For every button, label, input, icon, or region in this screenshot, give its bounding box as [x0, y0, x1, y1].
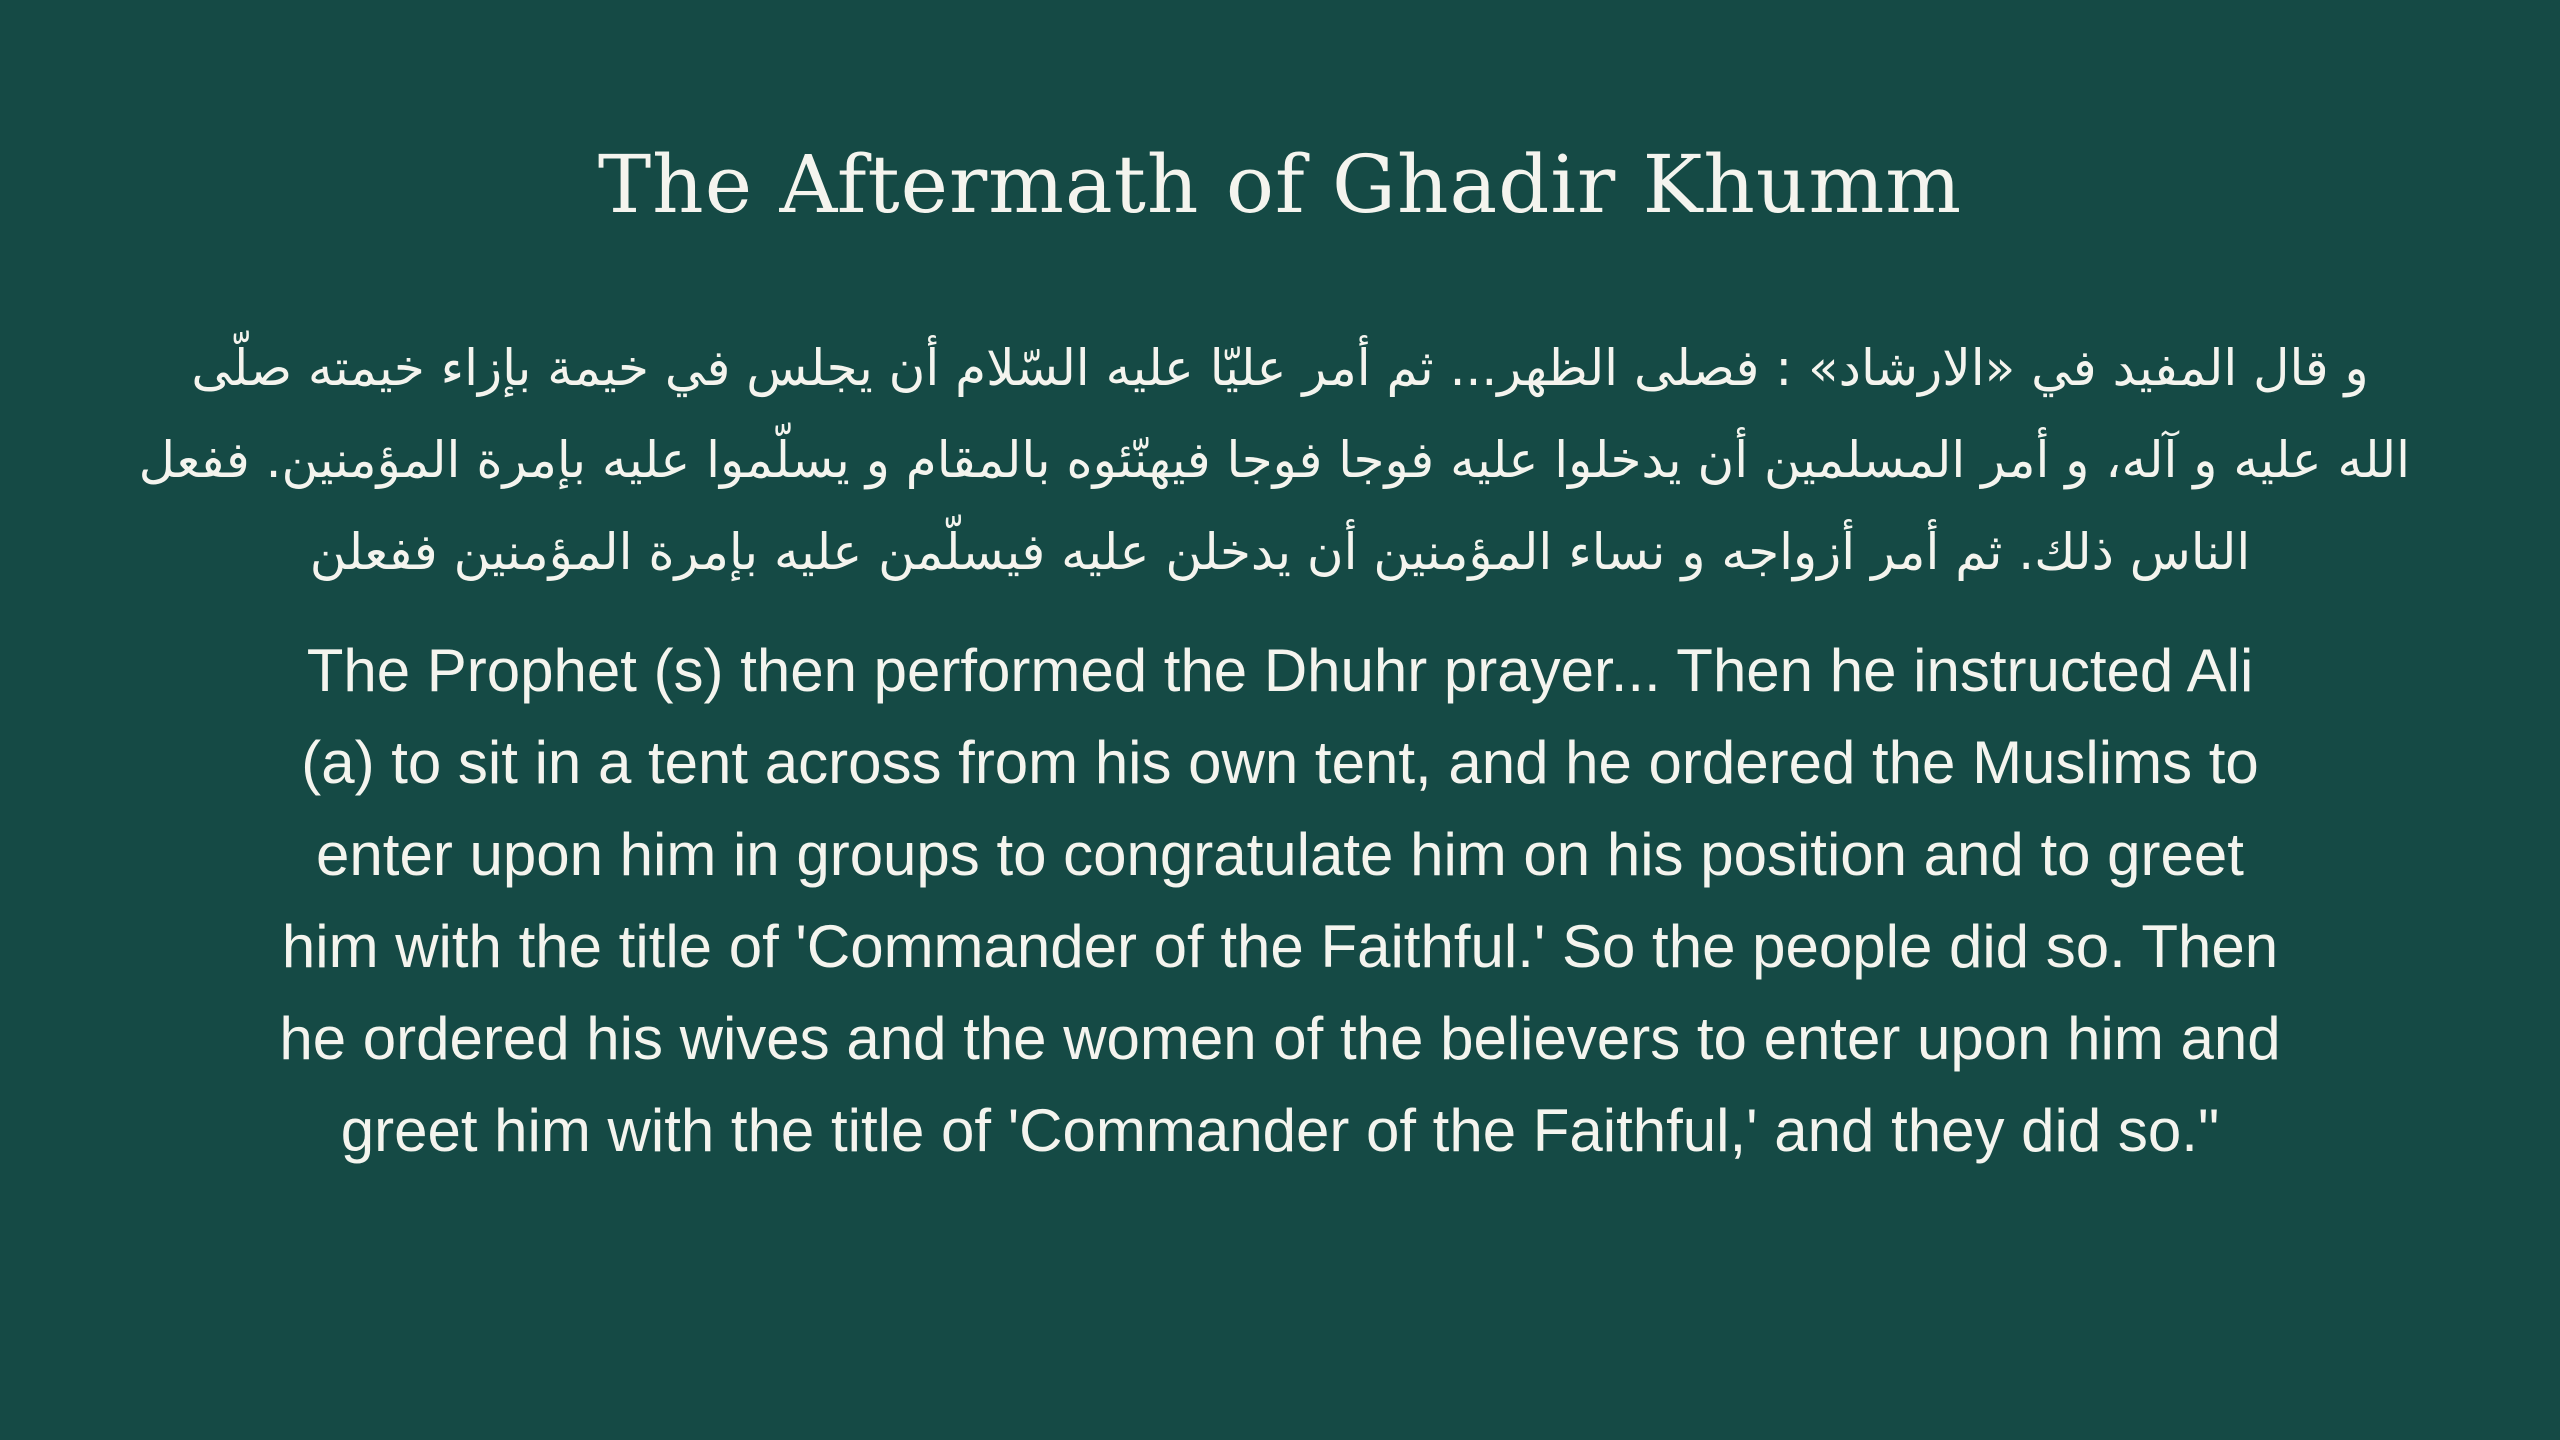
english-translation-line-2: (a) to sit in a tent across from his own tent, and he ordered the Muslims to: [301, 729, 2259, 796]
arabic-quote-line-1: و قال المفيد في «الارشاد» : فصلى الظهر... ثم أمر عليّا عليه السّلام أن يجلس في خيمة بإزاء خيمته صلّى: [191, 339, 2369, 397]
english-translation-line-1: The Prophet (s) then performed the Dhuhr prayer... Then he instructed Ali: [306, 637, 2254, 704]
english-translation-line-4: him with the title of 'Commander of the Faithful.' So the people did so. Then: [281, 913, 2279, 980]
arabic-quote-line-3: الناس ذلك. ثم أمر أزواجه و نساء المؤمنين أن يدخلن عليه فيسلّمن عليه بإمرة المؤمنين ففعلن: [309, 523, 2251, 581]
arabic-quote-line-2: الله عليه و آله، و أمر المسلمين أن يدخلوا عليه فوجا فوجا فيهنّئوه بالمقام و يسلّموا عليه بإمرة المؤمنين. ففعل: [138, 431, 2410, 489]
english-translation-line-3: enter upon him in groups to congratulate him on his position and to greet: [316, 821, 2244, 888]
slide-title: The Aftermath of Ghadir Khumm: [597, 138, 1963, 231]
arabic-quote: [138, 322, 2410, 598]
english-translation: [120, 625, 2440, 1177]
english-translation-line-5: he ordered his wives and the women of the believers to enter upon him and: [279, 1005, 2281, 1072]
english-translation-line-6: greet him with the title of 'Commander of the Faithful,' and they did so.": [340, 1097, 2220, 1164]
